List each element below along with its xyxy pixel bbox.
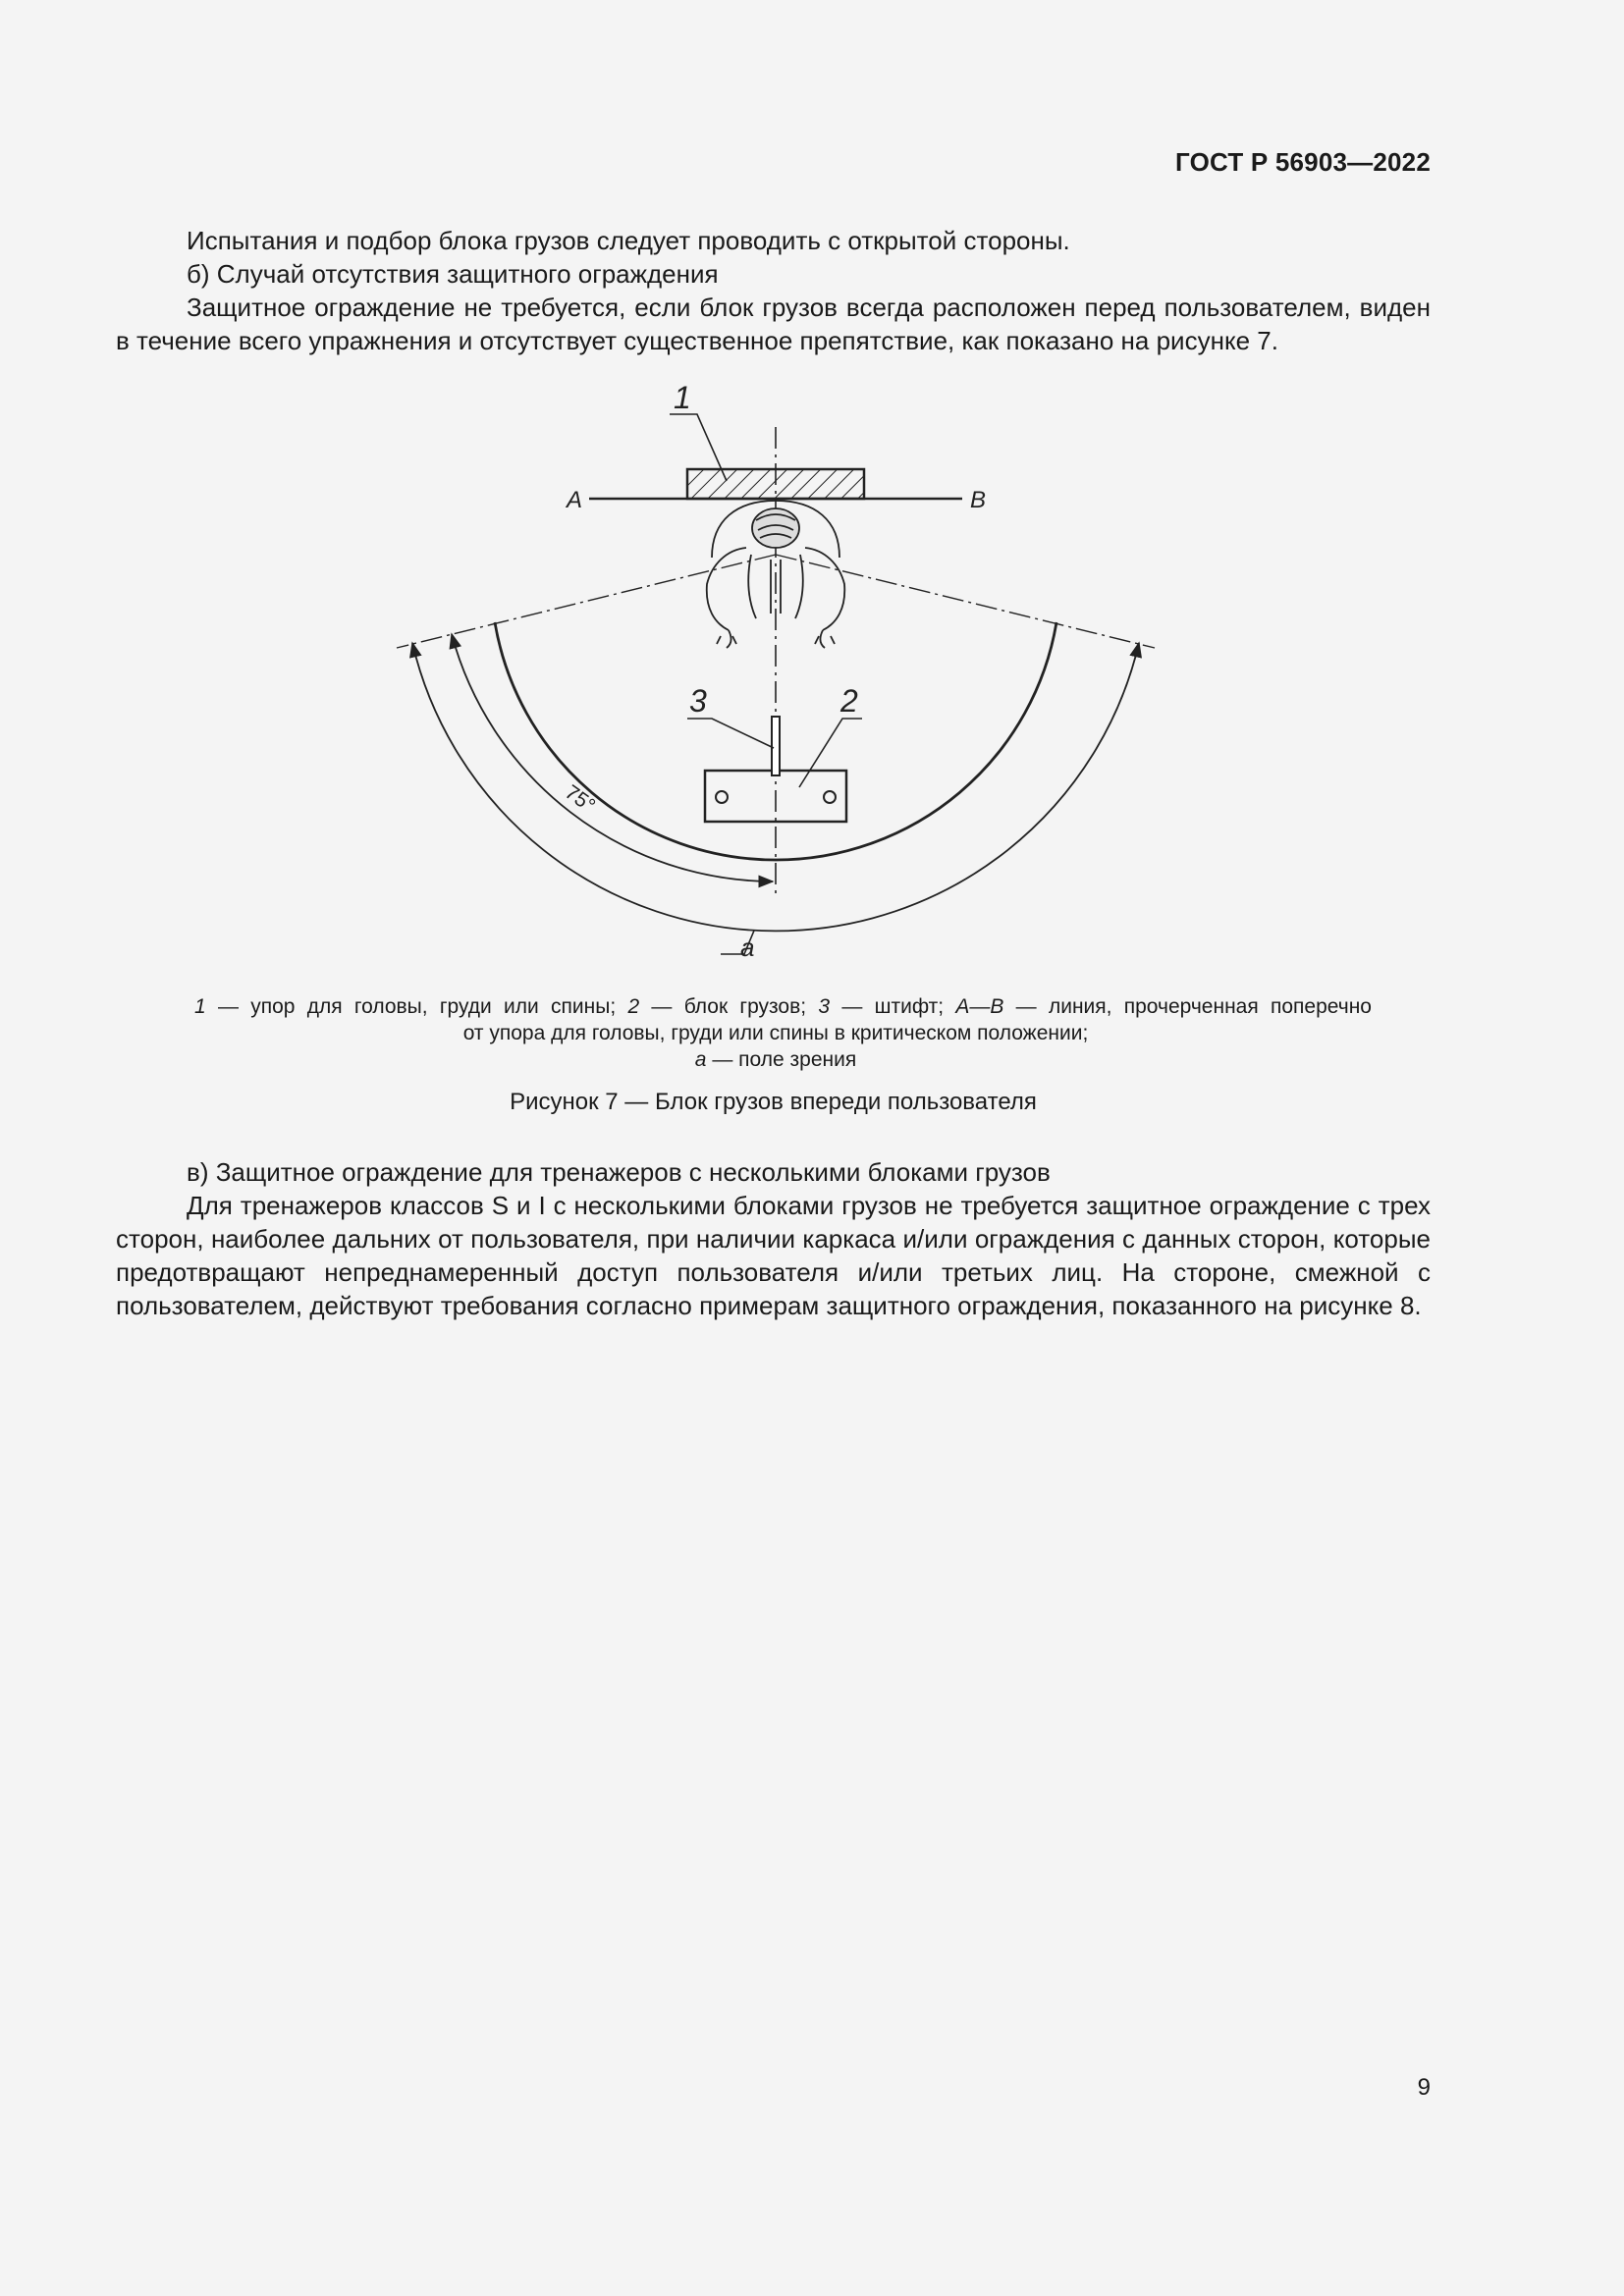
label-3: 3 bbox=[689, 683, 707, 719]
legend-line-1: 1 — упор для головы, груди или спины; 2 — блок грузов; 3 — штифт; A—B — линия, прочерченная поперечно bbox=[194, 995, 1372, 1018]
legend-line-2: от упора для головы, груди или спины в критическом положении; bbox=[462, 1022, 1089, 1044]
document-code: ГОСТ Р 56903—2022 bbox=[1175, 147, 1431, 177]
intro-paragraph-3: Защитное ограждение не требуется, если блок грузов всегда расположен перед пользователем, виден в течение всего упражнения и отсутствует существенное препятствие, как показано на рисунке 7. bbox=[116, 293, 1431, 355]
selector-pin bbox=[772, 717, 780, 775]
section-v-body: Для тренажеров классов S и I с несколькими блоками грузов не требуется защитное ограждение с трех сторон, наиболее дальних от пользователя, при наличии каркаса и/или ограждения с данных сторон, которые предотвращают непреднамеренный доступ пользователя и/или третьих лиц. На стороне, смежной с пользователем, действуют требования согласно примерам защитного ограждения, показанного на рисунке 8. bbox=[116, 1191, 1431, 1320]
label-field-of-view: a bbox=[740, 933, 755, 962]
label-a-point: A bbox=[567, 487, 583, 513]
legend-line-3: a — поле зрения bbox=[694, 1048, 857, 1071]
page-number: 9 bbox=[1417, 2074, 1431, 2101]
angle-arc bbox=[452, 634, 773, 881]
intro-paragraph-1: Испытания и подбор блока грузов следует проводить с открытой стороны. bbox=[187, 226, 1070, 255]
label-2: 2 bbox=[840, 683, 858, 719]
section-v-heading: в) Защитное ограждение для тренажеров с несколькими блоками грузов bbox=[187, 1157, 1051, 1187]
label-1: 1 bbox=[674, 380, 691, 415]
figure-legend bbox=[177, 993, 1375, 1073]
figure-7-diagram bbox=[383, 373, 1168, 962]
section-b-heading: б) Случай отсутствия защитного ограждения bbox=[187, 259, 719, 289]
head-chest-back-rest bbox=[687, 469, 864, 499]
angle-label: 75° bbox=[561, 780, 600, 818]
label-b-point: B bbox=[970, 487, 987, 513]
weight-stack-hole-left bbox=[716, 791, 728, 803]
figure-caption: Рисунок 7 — Блок грузов впереди пользователя bbox=[510, 1089, 1037, 1115]
weight-stack-hole-right bbox=[824, 791, 836, 803]
